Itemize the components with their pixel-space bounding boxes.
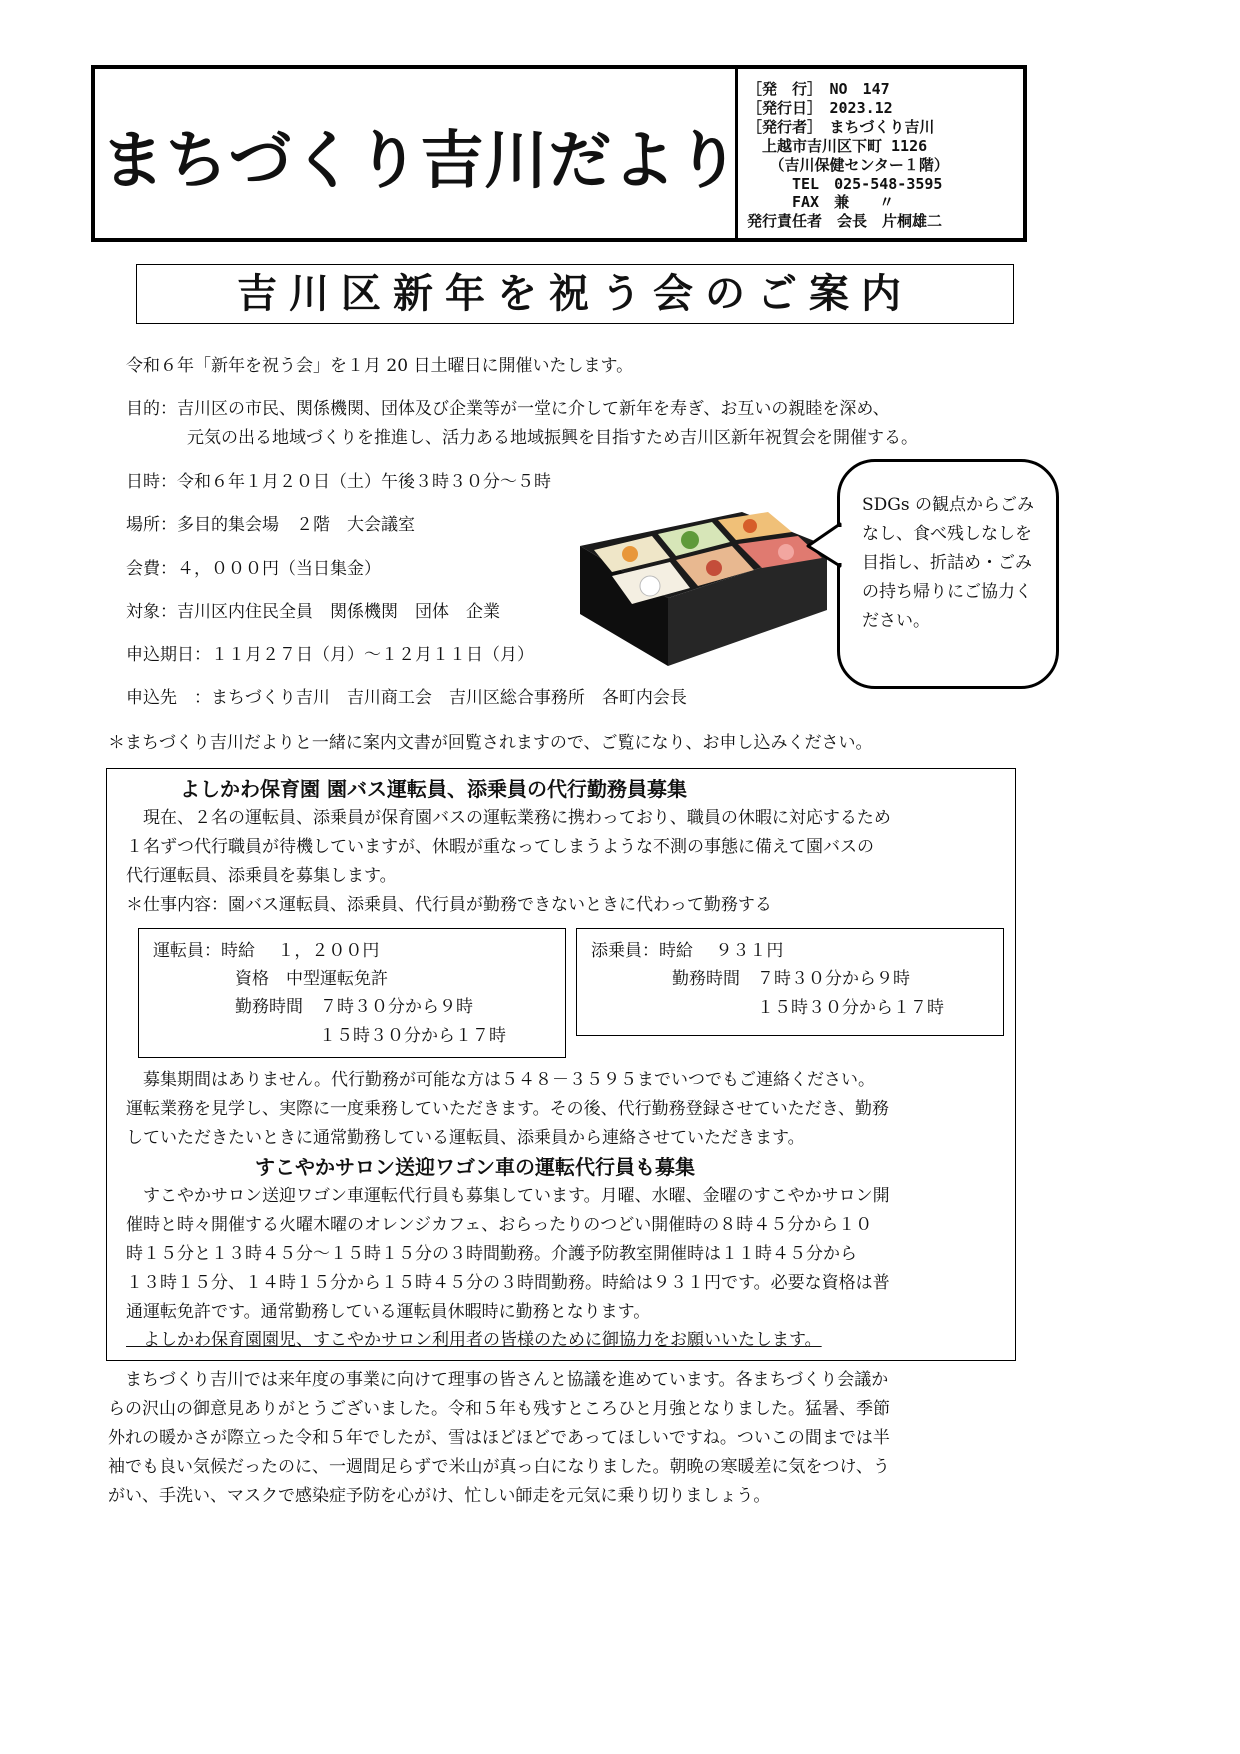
wagon-recruitment-line: １３時１５分、１４時１５分から１５時４５分の３時間勤務。時給は９３１円です。必要な資格は普	[126, 1273, 890, 1293]
recruitment-contact-line: していただきたいときに通常勤務している運転員、添乗員から連絡させていただきます。	[126, 1128, 805, 1148]
wagon-recruitment-line: 時１５分と１３時４５分～１５時１５分の３時間勤務。介護予防教室開催時は１１時４５分から	[126, 1244, 857, 1264]
publisher-info-line: 発行責任者 会長 片桐雄二	[747, 212, 943, 230]
bento-box-illustration	[572, 506, 834, 674]
driver-wage: 運転員：時給 １，２００円	[153, 941, 380, 961]
publisher-info-line: ［発行者］ まちづくり吉川	[747, 118, 935, 136]
driver-hours-afternoon: １５時３０分から１７時	[319, 1026, 506, 1046]
recruitment-contact-line: 運転業務を見学し、実際に一度乗務していただきます。その後、代行勤務登録させていただき、勤務	[126, 1099, 889, 1119]
event-intro: 令和６年「新年を祝う会」を１月 20 日土曜日に開催いたします。	[126, 356, 634, 376]
wagon-recruitment-heading: すこやかサロン送迎ワゴン車の運転代行員も募集	[255, 1155, 695, 1179]
footer-message-line: 袖でも良い気候だったのに、一週間足らずで米山が真っ白になりました。朝晩の寒暖差に気をつけ、う	[108, 1457, 890, 1477]
publisher-info-line: ［発 行］ NO 147	[747, 80, 890, 98]
publisher-info-line: FAX 兼 〃	[747, 193, 895, 211]
publisher-info-line: TEL 025-548-3595	[747, 175, 943, 193]
footer-message-line: 外れの暖かさが際立った令和５年でしたが、雪はほどほどであってほしいですね。ついこの間までは半	[108, 1428, 890, 1448]
wagon-recruitment-line: 催時と時々開催する火曜木曜のオレンジカフェ、おらったりのつどい開催時の８時４５分から１０	[126, 1215, 873, 1235]
wagon-recruitment-line: 通運転免許です。通常勤務している運転員休暇時に勤務となります。	[126, 1302, 651, 1322]
event-contact: 申込先 ：まちづくり吉川 吉川商工会 吉川区総合事務所 各町内会長	[126, 688, 687, 708]
speech-bubble-tail	[806, 522, 842, 568]
sdgs-message: SDGs の観点からごみなし、食べ残しなしを目指し、折詰め・ごみの持ち帰りにご協力ください。	[862, 495, 1034, 631]
recruitment-body-line: 現在、２名の運転員、添乗員が保育園バスの運転業務に携わっており、職員の休暇に対応するため	[126, 808, 891, 828]
driver-hours: 勤務時間 ７時３０分から９時	[235, 997, 473, 1017]
publisher-info-line: ［発行日］ 2023.12	[747, 99, 893, 117]
attendant-hours: 勤務時間 ７時３０分から９時	[672, 969, 910, 989]
recruitment-heading: よしかわ保育園 園バス運転員、添乗員の代行勤務員募集	[180, 777, 687, 801]
event-purpose: 目的：吉川区の市民、関係機関、団体及び企業等が一堂に介して新年を寿ぎ、お互いの親睦を深め、	[126, 399, 890, 419]
event-purpose-cont: 元気の出る地域づくりを推進し、活力ある地域振興を目指すため吉川区新年祝賀会を開催する。	[187, 428, 918, 448]
cooperation-request: よしかわ保育園園児、すこやかサロン利用者の皆様のために御協力をお願いいたします。	[126, 1330, 822, 1350]
footer-message-line: がい、手洗い、マスクで感染症予防を心がけ、忙しい師走を元気に乗り切りましょう。	[108, 1486, 771, 1506]
wagon-recruitment-line: すこやかサロン送迎ワゴン車運転代行員も募集しています。月曜、水曜、金曜のすこやかサロン開	[126, 1186, 890, 1206]
event-place: 場所：多目的集会場 ２階 大会議室	[126, 515, 415, 535]
event-note: ＊まちづくり吉川だよりと一緒に案内文書が回覧されますので、ご覧になり、お申し込みください。	[108, 733, 873, 753]
publisher-info-line: 上越市吉川区下町 1126	[747, 137, 928, 155]
attendant-wage: 添乗員：時給 ９３１円	[591, 941, 784, 961]
driver-license: 資格 中型運転免許	[235, 969, 388, 989]
footer-message-line: まちづくり吉川では来年度の事業に向けて理事の皆さんと協議を進めています。各まちづくり会議か	[108, 1370, 889, 1390]
event-fee: 会費：４，０００円（当日集金）	[126, 559, 381, 579]
event-datetime: 日時：令和６年１月２０日（土）午後３時３０分～５時	[126, 472, 551, 492]
event-deadline: 申込期日：１１月２７日（月）～１２月１１日（月）	[126, 645, 534, 665]
attendant-hours-afternoon: １５時３０分から１７時	[757, 998, 944, 1018]
newsletter-title: まちづくり吉川だより	[101, 124, 741, 197]
event-title: 吉川区新年を祝う会のご案内	[237, 270, 913, 317]
recruitment-job-description: ＊仕事内容：園バス運転員、添乗員、代行員が勤務できないときに代わって勤務する	[126, 895, 772, 915]
recruitment-contact-line: 募集期間はありません。代行勤務が可能な方は５４８－３５９５までいつでもご連絡ください。	[126, 1070, 876, 1090]
recruitment-body-line: １名ずつ代行職員が待機していますが、休暇が重なってしまうような不測の事態に備えて園バスの	[126, 837, 874, 857]
recruitment-body-line: 代行運転員、添乗員を募集します。	[126, 866, 397, 886]
footer-message-line: らの沢山の御意見ありがとうございました。令和５年も残すところひと月強となりました。猛暑、季節	[108, 1399, 890, 1419]
event-target: 対象：吉川区内住民全員 関係機関 団体 企業	[126, 602, 500, 622]
publisher-info-line: （吉川保健センター１階）	[747, 156, 949, 174]
